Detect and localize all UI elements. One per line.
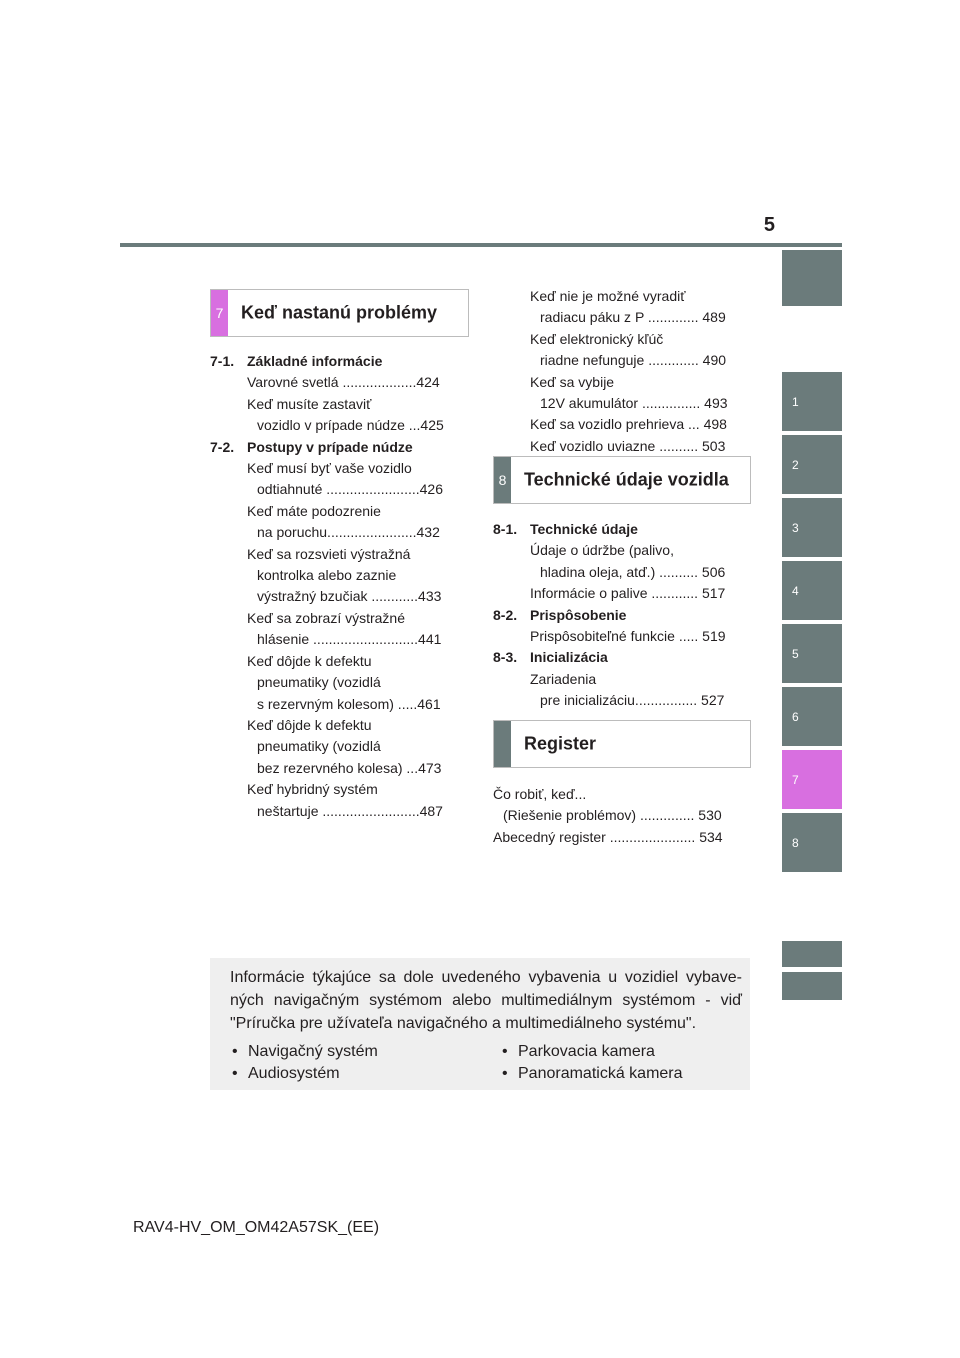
bullet-item: • Audiosystém — [232, 1063, 378, 1085]
section-number: 7 — [211, 290, 228, 336]
toc-entry[interactable]: Keď dôjde k defektu — [247, 716, 372, 733]
toc-entry[interactable]: Keď elektronický kľúč — [530, 330, 664, 347]
bullet-item: • Navigačný systém — [232, 1041, 378, 1063]
section-marker — [494, 721, 511, 767]
register-header — [493, 720, 751, 768]
toc-entry-cont[interactable]: (Riešenie problémov) .............. 530 — [503, 807, 722, 824]
toc-section-7-2[interactable]: 7-2. Postupy v prípade núdze — [210, 438, 413, 455]
info-text: Informácie týkajúce sa dole uvedeného vybavenia u vozidiel vybave-ných navigačným systémom alebo multimediálnym systémom - viď "Príručka pre užívateľa navigačného a multimediálneho systému". — [230, 969, 742, 1032]
toc-entry[interactable]: Informácie o palive ............ 517 — [530, 585, 726, 602]
toc-entry-cont[interactable]: vozidlo v prípade núdze ...425 — [257, 417, 444, 434]
bullet-list-right — [502, 1041, 683, 1085]
side-tab-1[interactable] — [782, 372, 842, 431]
info-box — [210, 958, 750, 1090]
toc-entry[interactable]: Keď sa vozidlo prehrieva ... 498 — [530, 416, 727, 433]
side-tab-5[interactable] — [782, 624, 842, 683]
toc-section-8-3[interactable]: 8-3. Inicializácia — [493, 649, 608, 666]
toc-entry[interactable]: Keď sa vybije — [530, 373, 615, 390]
toc-entry[interactable]: Keď nie je možné vyradiť — [530, 288, 686, 304]
side-tab-contents[interactable] — [782, 250, 842, 306]
toc-section-8-1[interactable]: 8-1. Technické údaje — [493, 521, 638, 537]
bullet-list-left — [232, 1041, 378, 1085]
side-tab-7[interactable] — [782, 750, 842, 809]
bullet-item: • Panoramatická kamera — [502, 1063, 683, 1085]
side-tab-2[interactable] — [782, 435, 842, 494]
side-tab-index-2[interactable] — [782, 972, 842, 1000]
section-title: Keď nastanú problémy — [241, 302, 437, 323]
toc-entry-cont[interactable]: odtiahnuté ........................426 — [257, 481, 443, 498]
page-number: 5 — [763, 214, 775, 236]
section-7-header — [210, 289, 469, 337]
toc-entry[interactable]: Keď vozidlo uviazne .......... 503 — [530, 437, 726, 454]
toc-entry-cont[interactable]: pneumatiky (vozidlá — [257, 674, 381, 691]
toc-entry-cont[interactable]: s rezervným kolesom) .....461 — [257, 695, 441, 712]
toc-entry-cont[interactable]: riadne nefunguje ............. 490 — [540, 352, 727, 369]
side-tab-8[interactable] — [782, 813, 842, 872]
toc-section-7-1[interactable]: 7-1. Základné informácie — [210, 353, 383, 369]
toc-right-mid — [493, 519, 726, 712]
side-tab-label: 1 — [792, 394, 799, 409]
section-title: Technické údaje vozidla — [524, 469, 729, 490]
toc-entry-cont[interactable]: 12V akumulátor ............... 493 — [540, 395, 728, 412]
side-tab-6[interactable] — [782, 687, 842, 746]
side-tab-3[interactable] — [782, 498, 842, 557]
toc-entry[interactable]: Čo robiť, keď... — [493, 786, 587, 802]
toc-entry-cont[interactable]: výstražný bzučiak ............433 — [257, 588, 442, 605]
side-tab-label: 6 — [792, 709, 799, 724]
section-title: Register — [524, 733, 597, 754]
toc-entry-cont[interactable]: radiacu páku z P ............. 489 — [540, 309, 726, 326]
side-tab-label: 2 — [792, 457, 799, 472]
toc-entry-cont[interactable]: pre inicializáciu................ 527 — [540, 692, 725, 709]
side-tab-label: 8 — [792, 835, 799, 850]
toc-entry[interactable]: Keď musíte zastaviť — [247, 395, 372, 412]
toc-entry[interactable]: Varovné svetlá ...................424 — [247, 374, 440, 391]
toc-entry-cont[interactable]: bez rezervného kolesa) ...473 — [257, 759, 442, 776]
side-tab-label: 7 — [792, 772, 799, 787]
toc-entry[interactable]: Keď hybridný systém — [247, 781, 378, 798]
toc-entry[interactable]: Keď musí byť vaše vozidlo — [247, 460, 412, 477]
toc-entry[interactable]: Údaje o údržbe (palivo, — [530, 542, 674, 559]
toc-entry[interactable]: Keď sa zobrazí výstražné — [247, 609, 406, 626]
toc-section-8-2[interactable]: 8-2. Prispôsobenie — [493, 606, 627, 623]
toc-right-top — [493, 286, 728, 457]
toc-entry[interactable]: Keď máte podozrenie — [247, 502, 381, 519]
side-tab-label: 4 — [792, 583, 799, 598]
toc-entry-cont[interactable]: hladina oleja, atď.) .......... 506 — [540, 563, 726, 580]
bullet-item: • Parkovacia kamera — [502, 1041, 683, 1063]
toc-right-bottom — [493, 784, 723, 848]
toc-entry[interactable]: Keď dôjde k defektu — [247, 652, 372, 669]
section-8-header — [493, 456, 751, 504]
side-tab-4[interactable] — [782, 561, 842, 620]
header-rule — [120, 243, 842, 247]
side-tab-label: 5 — [792, 646, 799, 661]
toc-entry-cont[interactable]: pneumatiky (vozidlá — [257, 738, 381, 755]
side-tab-index-1[interactable] — [782, 941, 842, 967]
toc-entry[interactable]: Prispôsobiteľné funkcie ..... 519 — [530, 628, 726, 645]
toc-entry[interactable]: Zariadenia — [530, 670, 597, 687]
side-tab-label: 3 — [792, 520, 799, 535]
section-number: 8 — [494, 457, 511, 503]
toc-entry-cont[interactable]: hlásenie ...........................441 — [257, 631, 442, 648]
toc-entry-cont[interactable]: kontrolka alebo zaznie — [257, 567, 397, 584]
toc-entry[interactable]: Abecedný register ...................... 534 — [493, 828, 723, 845]
toc-left-column — [210, 351, 444, 822]
toc-entry[interactable]: Keď sa rozsvieti výstražná — [247, 545, 411, 562]
toc-entry-cont[interactable]: na poruchu.......................432 — [257, 524, 440, 541]
footer-doc-code: RAV4-HV_OM_OM42A57SK_(EE) — [133, 1219, 380, 1236]
toc-entry-cont[interactable]: neštartuje .........................487 — [257, 802, 443, 819]
